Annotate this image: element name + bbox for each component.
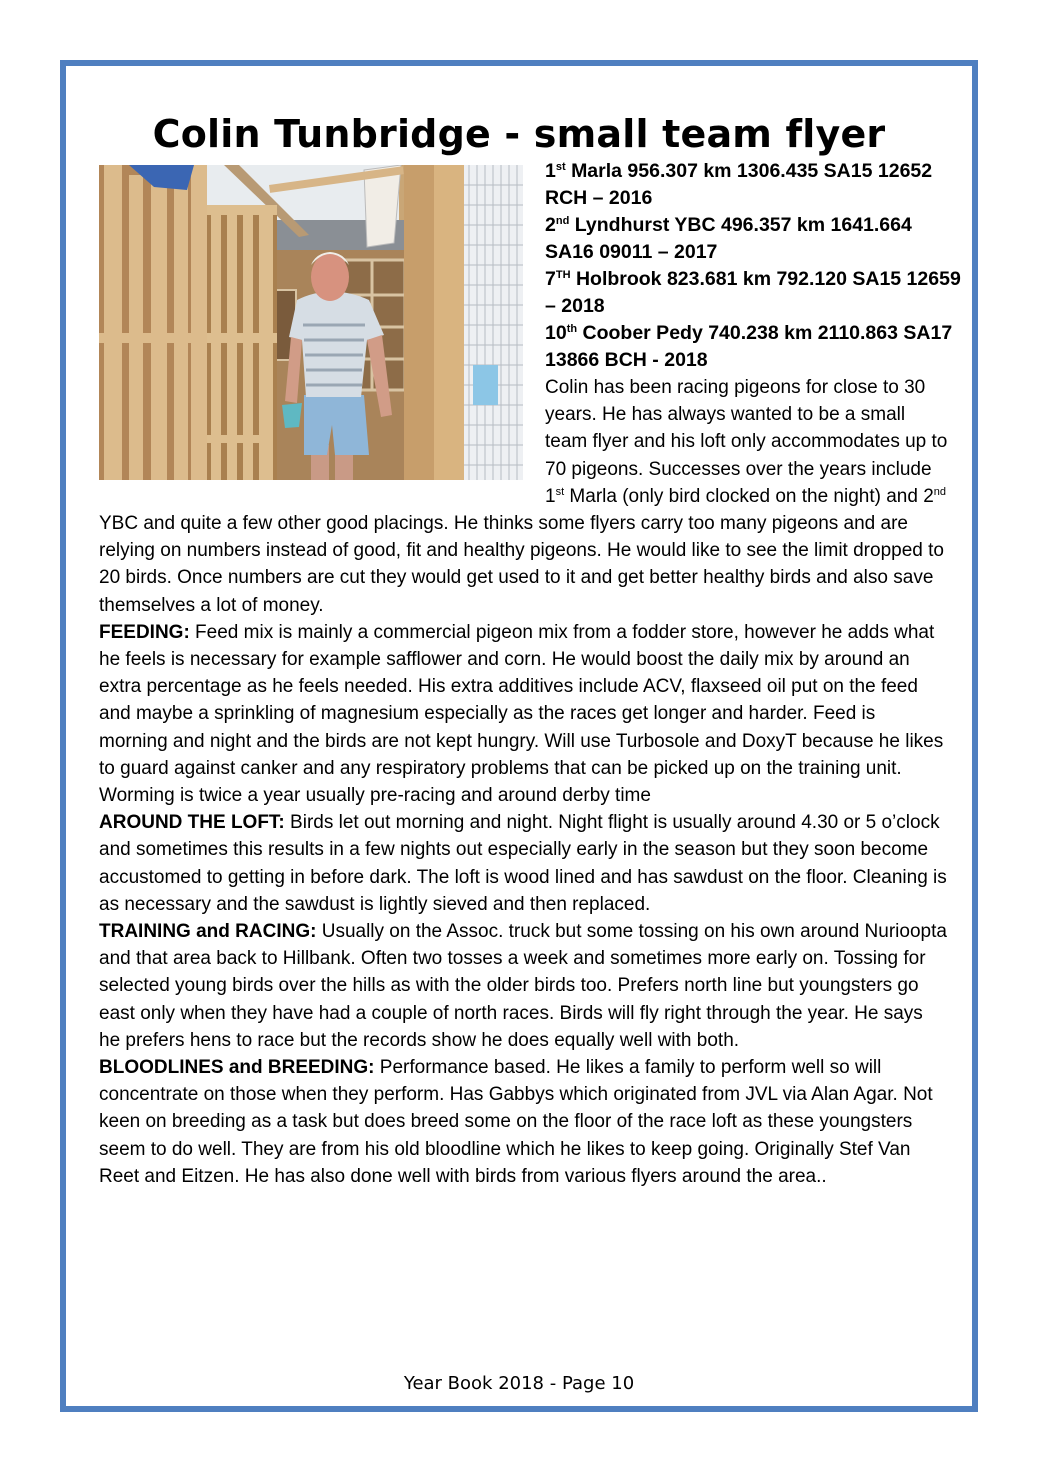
section-heading: FEEDING: [99, 621, 190, 643]
result-item [545, 212, 965, 266]
section-text: Usually on the Assoc. truck but some tossing on his own around Nurioopta and that area back to Hillbank. Often two tosses a week and sometimes more early on. Tossing for selected young birds over the hills as with the older birds too. Prefers north line but youngsters go east only when they have had a couple of north races. Birds will fly right through the year. He says he prefers hens to race but the records show he does equally well with both. [99, 921, 947, 1051]
result-place: 10 [545, 322, 567, 344]
section-bloodlines-breeding [99, 1054, 949, 1190]
result-text: Coober Pedy 740.238 km 2110.863 SA17 13866 BCH - 2018 [545, 322, 953, 371]
page-title: Colin Tunbridge - small team flyer [152, 112, 886, 156]
photo-wrap-spacer [99, 374, 545, 509]
section-text: Feed mix is mainly a commercial pigeon mix from a fodder store, however he adds what he feels is necessary for example safflower and corn. He would boost the daily mix by around an extra percentage as he feels needed. His extra additives include ACV, flaxseed oil put on the feed and maybe a sprinkling of magnesium especially as the races get longer and harder. Feed is morning and night and the birds are not kept hungry. Will use Turbosole and DoxyT because he likes to guard against canker and any respiratory problems that can be picked up on the training unit. Worming is twice a year usually pre-racing and around derby time [99, 621, 944, 807]
page-border [60, 60, 978, 1412]
result-text: Lyndhurst YBC 496.357 km 1641.664 SA16 09011 – 2017 [545, 214, 912, 263]
page-footer: Year Book 2018 - Page 10 [403, 1373, 635, 1394]
section-training-racing [99, 918, 949, 1054]
result-item [545, 266, 965, 320]
result-place: 2 [545, 214, 556, 236]
race-results [545, 158, 965, 374]
section-heading: TRAINING and RACING: [99, 921, 317, 943]
section-heading: BLOODLINES and BREEDING: [99, 1057, 375, 1079]
result-place: 7 [545, 268, 556, 290]
result-item [545, 158, 965, 212]
result-text: Marla 956.307 km 1306.435 SA15 12652 RCH – 2016 [545, 160, 933, 209]
ordinal-suffix: nd [933, 485, 947, 498]
intro-text-1: Colin has been racing pigeons for close to 30 years. He has always wanted to be a small team flyer and his loft only accommodates up to 70 pigeons. Successes over the years include 1 [545, 377, 948, 507]
ordinal-suffix: st [555, 485, 565, 498]
intro-text-3: YBC and quite a few other good placings. He thinks some flyers carry too many pigeons and are relying on numbers instead of good, fit and healthy pigeons. He would like to see the limit dropped to 20 birds. Once numbers are cut they would get used to it and get better healthy birds and also save themselves a lot of money. [99, 513, 944, 616]
section-text: Birds let out morning and night. Night flight is usually around 4.30 or 5 o’clock and sometimes this results in a few nights out especially early in the season but they soon become accustomed to getting in before dark. The loft is wood lined and has sawdust on the floor. Cleaning is as necessary and the sawdust is lightly sieved and then replaced. [99, 812, 947, 915]
section-heading: AROUND THE LOFT: [99, 812, 285, 834]
result-text: Holbrook 823.681 km 792.120 SA15 12659 – 2018 [545, 268, 961, 317]
result-place-suffix: TH [555, 269, 571, 281]
intro-text-2: Marla (only bird clocked on the night) and 2 [564, 485, 934, 507]
section-text: Performance based. He likes a family to perform well so will concentrate on those when they perform. Has Gabbys which originated from JVL via Alan Agar. Not keen on breeding as a task but does breed some on the floor of the race loft as these youngsters seem to do well. They are from his old bloodline which he likes to keep going. Originally Stef Van Reet and Eitzen. He has also done well with birds from various flyers around the area.. [99, 1057, 933, 1187]
result-place-suffix: nd [555, 215, 570, 227]
article-body [99, 374, 949, 1190]
result-item [545, 320, 965, 374]
result-place-suffix: st [555, 161, 566, 173]
result-place-suffix: th [566, 323, 578, 335]
section-feeding [99, 619, 949, 809]
section-around-the-loft [99, 809, 949, 918]
result-place: 1 [545, 160, 556, 182]
